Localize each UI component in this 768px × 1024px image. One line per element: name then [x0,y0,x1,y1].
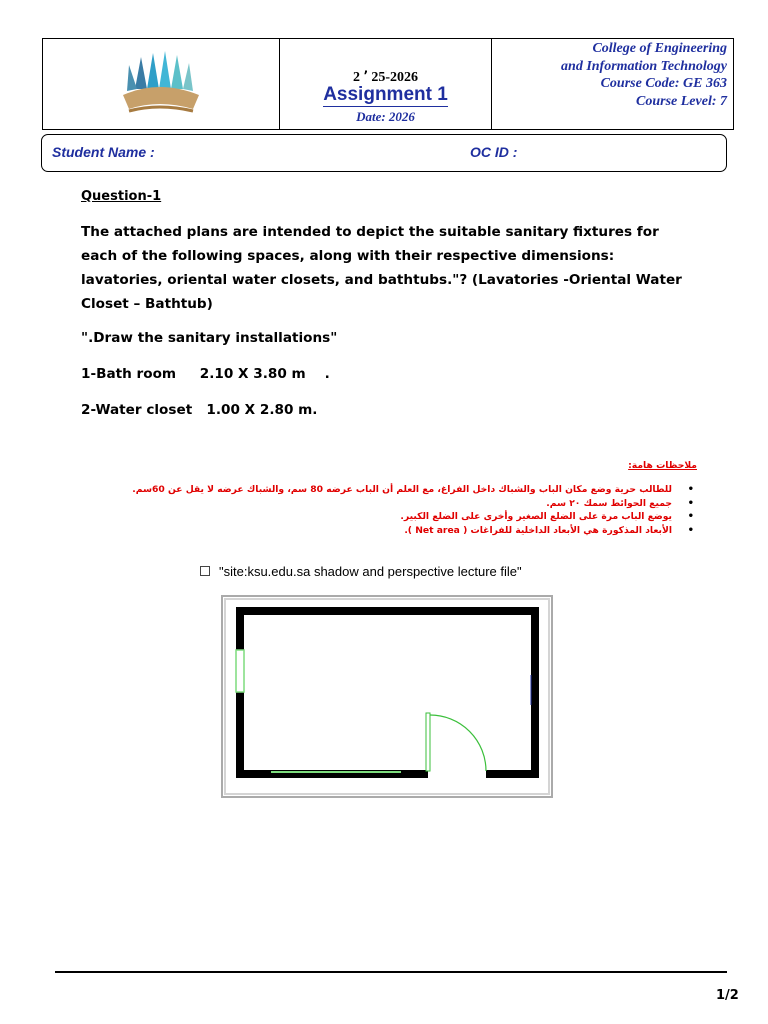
note-item: • يوضع الباب مرة على الضلع الصغير وأخرى على الضلع الكبير. [120,510,672,524]
question-body: The attached plans are intended to depict the suitable sanitary fixtures for each of the following spaces, along with their respective dimensions: lavatories, oriental water closets, and bathtubs."? (Lavatories -Oriental Water Closet – Bathtub) [81,224,682,312]
draw-instruction: ".Draw the sanitary installations" [81,330,338,346]
logo-cell [43,39,280,129]
course-code: Course Code: GE 363 [600,76,727,91]
student-name-label: Student Name : [52,144,155,160]
water-closet-item: 2-Water closet 1.00 X 2.80 m. [81,402,318,418]
question-title: Question-1 [81,189,162,204]
oc-id-label: OC ID : [470,144,518,160]
note-item: • للطالب حرية وضع مكان الباب والشباك داخل الفراغ، مع العلم أن الباب عرضه 80 سم، والشباك عرضه لا يقل عن 60سم. [120,483,672,497]
student-info-box [41,134,727,172]
checkbox-bullet-icon [200,566,210,576]
note-item: • جميع الحوائط سمك ٢٠ سم. [120,497,672,511]
plan-frame [222,596,552,797]
college-logo [43,39,280,131]
footer-rule [55,971,727,973]
floor-plan-drawing [221,595,553,798]
wall-top [236,607,539,615]
notes-list [120,483,700,537]
reference-line [200,564,522,579]
note-item: • الأبعاد المذكورة هي الأبعاد الداخلية للفراغات ( Net area ). [120,524,672,538]
college-line-1: College of Engineering [592,41,727,56]
reference-text: "site:ksu.edu.sa shadow and perspective lecture file" [219,564,522,579]
door-leaf [426,713,430,771]
course-level: Course Level: 7 [636,93,727,109]
college-line-2: and Information Technology [561,58,727,74]
date-line: Date: 2026 [356,109,415,124]
date-top: 2 ٬ 25-2026 [352,70,419,85]
window-left [236,650,244,692]
notes-title: ملاحظات هامة: [628,460,697,471]
header-table [42,38,734,130]
bath-room-item: 1-Bath room 2.10 X 3.80 m . [81,366,330,382]
wall-bottom-right [486,770,539,778]
college-info-cell [492,39,733,129]
important-notes [120,460,700,537]
wall-right [531,607,539,778]
title-cell [280,39,492,129]
page-number: 1/2 [716,988,739,1003]
assignment-title: Assignment 1 [323,84,448,105]
